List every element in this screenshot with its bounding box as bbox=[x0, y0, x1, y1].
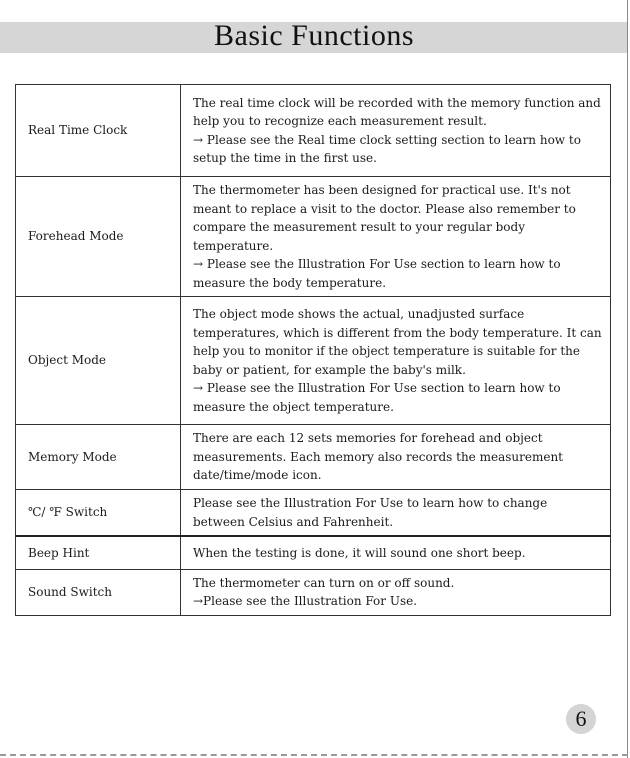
function-description bbox=[181, 569, 611, 615]
function-description bbox=[181, 85, 611, 177]
description-line: → Please see the Illustration For Use section to learn how to measure the body temperature. bbox=[193, 257, 561, 290]
function-label: Sound Switch bbox=[16, 569, 181, 615]
table-row-unit-switch bbox=[16, 490, 611, 537]
page-edge-line bbox=[627, 0, 628, 758]
function-description bbox=[181, 536, 611, 569]
function-description bbox=[181, 425, 611, 490]
function-description bbox=[181, 490, 611, 537]
description-line: → Please see the Real time clock setting section to learn how to setup the time in the first use. bbox=[193, 132, 581, 165]
page-title: Basic Functions bbox=[214, 19, 414, 52]
page-number-badge: 6 bbox=[566, 704, 596, 734]
description-line: → Please see the Illustration For Use section to learn how to measure the object temperature. bbox=[193, 381, 561, 414]
function-description bbox=[181, 177, 611, 297]
function-label: Forehead Mode bbox=[16, 177, 181, 297]
table-row-forehead-mode bbox=[16, 177, 611, 297]
description-line: The real time clock will be recorded with the memory function and help you to recognize each measurement result. bbox=[193, 95, 601, 128]
bottom-dashed-rule bbox=[0, 754, 628, 756]
description-line: The thermometer can turn on or off sound. bbox=[193, 575, 455, 590]
table-row-real-time-clock bbox=[16, 85, 611, 177]
description-line: There are each 12 sets memories for forehead and object measurements. Each memory also records the measurement date/time/mode icon. bbox=[193, 431, 563, 483]
function-label: ℃/ ℉ Switch bbox=[16, 490, 181, 537]
function-label: Object Mode bbox=[16, 297, 181, 425]
function-label: Beep Hint bbox=[16, 536, 181, 569]
function-label: Real Time Clock bbox=[16, 85, 181, 177]
description-line: →Please see the Illustration For Use. bbox=[193, 594, 418, 608]
description-line: Please see the Illustration For Use to learn how to change between Celsius and Fahrenheit. bbox=[193, 496, 548, 529]
function-label: Memory Mode bbox=[16, 425, 181, 490]
table-row-object-mode bbox=[16, 297, 611, 425]
functions-table bbox=[15, 84, 611, 616]
description-line: The thermometer has been designed for practical use. It's not meant to replace a visit to the doctor. Please also remember to compare the measurement result to your regular body temperature. bbox=[193, 183, 576, 253]
description-line: The object mode shows the actual, unadjusted surface temperatures, which is different from the body temperature. It can help you to monitor if the object temperature is suitable for the baby or patient, for example the baby's milk. bbox=[193, 307, 602, 377]
function-description bbox=[181, 297, 611, 425]
table-row-sound-switch bbox=[16, 569, 611, 615]
description-line: When the testing is done, it will sound one short beep. bbox=[193, 545, 526, 560]
table-row-beep-hint bbox=[16, 536, 611, 569]
table-row-memory-mode bbox=[16, 425, 611, 490]
